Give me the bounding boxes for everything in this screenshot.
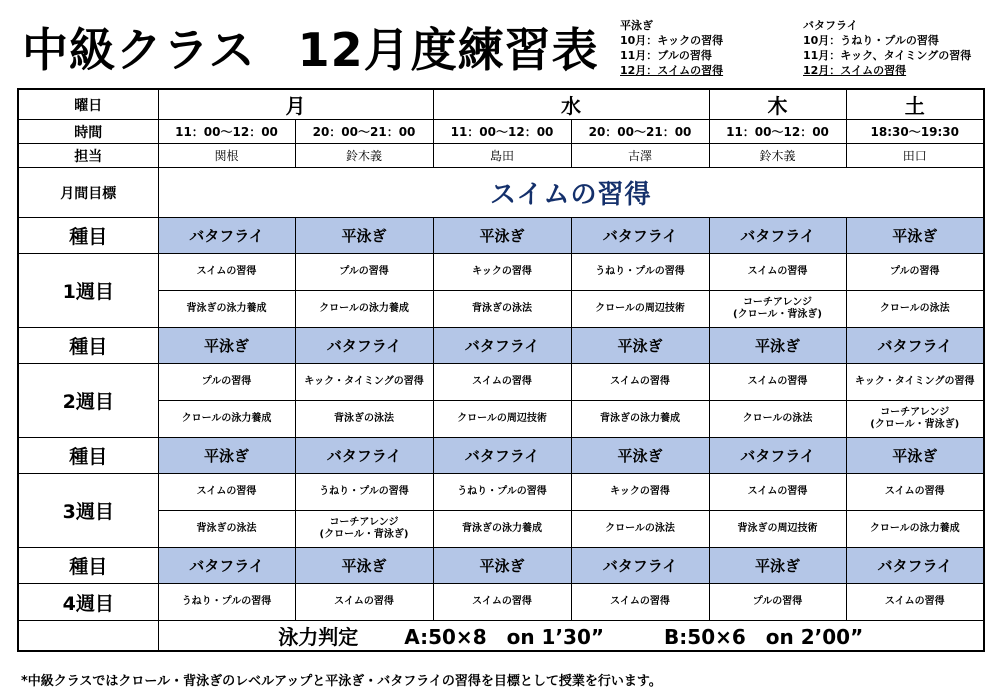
stroke-type: 平泳ぎ bbox=[846, 438, 984, 474]
drill-item: スイムの習得 bbox=[158, 254, 295, 291]
drill-item: クロールの泳力養成 bbox=[295, 291, 433, 328]
drill-item: プルの習得 bbox=[158, 364, 295, 401]
spacer-cell bbox=[18, 621, 158, 652]
week-label: 3週目 bbox=[18, 474, 158, 548]
drill-item: クロールの泳法 bbox=[709, 401, 846, 438]
time-slot: 20：00～21：00 bbox=[571, 120, 709, 144]
drill-item: コーチアレンジ (クロール・背泳ぎ) bbox=[846, 401, 984, 438]
class-name: 中級クラス bbox=[22, 23, 256, 77]
staff-name: 鈴木義 bbox=[709, 144, 846, 168]
time-slot: 11：00～12：00 bbox=[158, 120, 295, 144]
note-line: 11月：ブルの習得 bbox=[620, 49, 712, 62]
drill-item: クロールの周辺技術 bbox=[433, 401, 571, 438]
staff-name: 田口 bbox=[846, 144, 984, 168]
drill-item: スイムの習得 bbox=[433, 364, 571, 401]
drill-item: クロールの泳力養成 bbox=[846, 511, 984, 548]
drill-item: うねり・プルの習得 bbox=[433, 474, 571, 511]
drill-item: スイムの習得 bbox=[709, 364, 846, 401]
stroke-type: 平泳ぎ bbox=[433, 548, 571, 584]
butterfly-schedule-note bbox=[803, 18, 971, 78]
stroke-type: 平泳ぎ bbox=[295, 218, 433, 254]
note-line-current: 12月：スイムの習得 bbox=[803, 64, 907, 77]
drill-item: クロールの泳力養成 bbox=[158, 401, 295, 438]
drill-item: スイムの習得 bbox=[846, 474, 984, 511]
page-title bbox=[22, 14, 599, 80]
drill-item: キック・タイミングの習得 bbox=[846, 364, 984, 401]
drill-item: スイムの習得 bbox=[571, 364, 709, 401]
drill-item: うねり・プルの習得 bbox=[571, 254, 709, 291]
stroke-type: 平泳ぎ bbox=[571, 438, 709, 474]
note-line: 10月：キックの習得 bbox=[620, 34, 724, 47]
staff-name: 古澤 bbox=[571, 144, 709, 168]
drill-item: クロールの泳法 bbox=[846, 291, 984, 328]
drill-item: キックの習得 bbox=[571, 474, 709, 511]
stroke-type: バタフライ bbox=[709, 218, 846, 254]
drill-item: スイムの習得 bbox=[709, 254, 846, 291]
note-line: 11月：キック、タイミングの習得 bbox=[803, 49, 972, 62]
practice-schedule-table bbox=[17, 88, 985, 652]
stroke-type: 平泳ぎ bbox=[846, 218, 984, 254]
drill-item: 背泳ぎの泳法 bbox=[295, 401, 433, 438]
time-slot: 11：00～12：00 bbox=[433, 120, 571, 144]
staff-name: 関根 bbox=[158, 144, 295, 168]
test-a: A:50×8 on 1’30” bbox=[404, 625, 605, 649]
drill-item: スイムの習得 bbox=[709, 474, 846, 511]
note-heading: 平泳ぎ bbox=[620, 19, 653, 32]
drill-item: 背泳ぎの泳法 bbox=[433, 291, 571, 328]
goal-label: 月間目標 bbox=[18, 168, 158, 218]
drill-item: コーチアレンジ (クロール・背泳ぎ) bbox=[709, 291, 846, 328]
drill-item: 背泳ぎの泳力養成 bbox=[571, 401, 709, 438]
stroke-type: バタフライ bbox=[158, 218, 295, 254]
drill-item: うねり・プルの習得 bbox=[158, 584, 295, 621]
kind-label: 種目 bbox=[18, 438, 158, 474]
drill-item: 背泳ぎの泳力養成 bbox=[158, 291, 295, 328]
drill-item: キック・タイミングの習得 bbox=[295, 364, 433, 401]
drill-item: スイムの習得 bbox=[295, 584, 433, 621]
drill-item: クロールの周辺技術 bbox=[571, 291, 709, 328]
time-slot: 11：00～12：00 bbox=[709, 120, 846, 144]
stroke-type: 平泳ぎ bbox=[295, 548, 433, 584]
breaststroke-schedule-note bbox=[620, 18, 723, 78]
staff-name: 島田 bbox=[433, 144, 571, 168]
stroke-type: 平泳ぎ bbox=[433, 218, 571, 254]
time-label: 時間 bbox=[18, 120, 158, 144]
day-header: 月 bbox=[158, 89, 433, 120]
drill-item: 背泳ぎの周辺技術 bbox=[709, 511, 846, 548]
stroke-type: バタフライ bbox=[709, 438, 846, 474]
stroke-type: バタフライ bbox=[158, 548, 295, 584]
drill-item: スイムの習得 bbox=[571, 584, 709, 621]
stroke-type: 平泳ぎ bbox=[158, 438, 295, 474]
staff-label: 担当 bbox=[18, 144, 158, 168]
month-title: 12月度練習表 bbox=[297, 23, 599, 77]
stroke-type: バタフライ bbox=[846, 328, 984, 364]
stroke-type: 平泳ぎ bbox=[709, 548, 846, 584]
note-line-current: 12月：スイムの習得 bbox=[620, 64, 724, 77]
drill-item: キックの習得 bbox=[433, 254, 571, 291]
drill-item: コーチアレンジ (クロール・背泳ぎ) bbox=[295, 511, 433, 548]
stroke-type: 平泳ぎ bbox=[709, 328, 846, 364]
drill-item: スイムの習得 bbox=[846, 584, 984, 621]
drill-item: うねり・プルの習得 bbox=[295, 474, 433, 511]
stroke-type: バタフライ bbox=[571, 218, 709, 254]
drill-item: クロールの泳法 bbox=[571, 511, 709, 548]
drill-item: 背泳ぎの泳法 bbox=[158, 511, 295, 548]
swim-ability-test bbox=[158, 621, 984, 652]
stroke-type: バタフライ bbox=[571, 548, 709, 584]
drill-item: スイムの習得 bbox=[158, 474, 295, 511]
stroke-type: バタフライ bbox=[433, 328, 571, 364]
staff-name: 鈴木義 bbox=[295, 144, 433, 168]
kind-label: 種目 bbox=[18, 548, 158, 584]
day-header: 水 bbox=[433, 89, 709, 120]
day-header: 土 bbox=[846, 89, 984, 120]
stroke-type: 平泳ぎ bbox=[158, 328, 295, 364]
drill-item: スイムの習得 bbox=[433, 584, 571, 621]
day-header: 木 bbox=[709, 89, 846, 120]
drill-item: プルの習得 bbox=[846, 254, 984, 291]
drill-item: プルの習得 bbox=[709, 584, 846, 621]
stroke-type: 平泳ぎ bbox=[571, 328, 709, 364]
day-label: 曜日 bbox=[18, 89, 158, 120]
test-b: B:50×6 on 2’00” bbox=[664, 625, 864, 649]
kind-label: 種目 bbox=[18, 218, 158, 254]
drill-item: 背泳ぎの泳力養成 bbox=[433, 511, 571, 548]
stroke-type: バタフライ bbox=[295, 438, 433, 474]
stroke-type: バタフライ bbox=[295, 328, 433, 364]
kind-label: 種目 bbox=[18, 328, 158, 364]
note-heading: バタフライ bbox=[803, 19, 858, 32]
time-slot: 18:30～19:30 bbox=[846, 120, 984, 144]
monthly-goal: スイムの習得 bbox=[158, 168, 984, 218]
drill-item: プルの習得 bbox=[295, 254, 433, 291]
stroke-type: バタフライ bbox=[846, 548, 984, 584]
note-line: 10月：うねり・プルの習得 bbox=[803, 34, 939, 47]
week-label: 1週目 bbox=[18, 254, 158, 328]
stroke-type: バタフライ bbox=[433, 438, 571, 474]
week-label: 2週目 bbox=[18, 364, 158, 438]
footnote: *中級クラスではクロール・背泳ぎのレベルアップと平泳ぎ・バタフライの習得を目標として授業を行います。 bbox=[21, 674, 662, 689]
test-label: 泳力判定 bbox=[278, 625, 359, 649]
week-label: 4週目 bbox=[18, 584, 158, 621]
time-slot: 20：00～21：00 bbox=[295, 120, 433, 144]
